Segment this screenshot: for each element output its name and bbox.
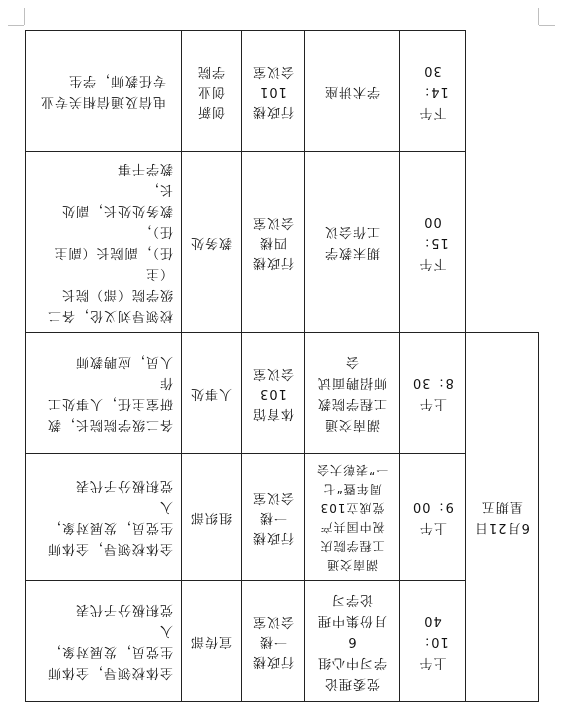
- attendees-cell: 电信及通信相关专业 专任教师，学生: [26, 31, 182, 152]
- venue-cell: 行政楼 101 会议室: [242, 31, 305, 152]
- department-cell: 宣传部: [182, 581, 242, 702]
- table-row: [26, 454, 539, 581]
- crop-mark: [8, 25, 24, 26]
- date-cell: [466, 31, 539, 333]
- department-cell: 教务处: [182, 152, 242, 333]
- department-cell: 人事处: [182, 333, 242, 454]
- venue-cell: 行政楼 一楼 会议室: [242, 581, 305, 702]
- crop-mark: [538, 8, 539, 25]
- table-row: [26, 581, 539, 702]
- content-cell: 湖南交通 工程学院庆 祝中国共产 党成立103 周年暨“七 一”表彰大会: [305, 454, 400, 581]
- crop-mark: [539, 25, 555, 26]
- table-row: [26, 31, 539, 152]
- attendees-cell: 全体校领导，全体师 生党员，发展对象，入 党积极分子代表: [26, 454, 182, 581]
- time-cell: 上午 9：00: [400, 454, 466, 581]
- attendees-cell: 全体校领导，全体师 生党员，发展对象，入 党积极分子代表: [26, 581, 182, 702]
- schedule-table: [25, 30, 539, 702]
- table-row: [26, 333, 539, 454]
- venue-cell: 行政楼 四楼 会议室: [242, 152, 305, 333]
- content-cell: 学术讲座: [305, 31, 400, 152]
- venue-cell: 体育馆 103 会议室: [242, 333, 305, 454]
- table-row: [26, 152, 539, 333]
- content-cell: 湖南交通 工程学院教 师招聘面试 会: [305, 333, 400, 454]
- time-cell: 上午 8：30: [400, 333, 466, 454]
- time-cell: 上午 10：40: [400, 581, 466, 702]
- department-cell: 组织部: [182, 454, 242, 581]
- venue-cell: 行政楼 一楼 会议室: [242, 454, 305, 581]
- content-cell: 期末教学 工作会议: [305, 152, 400, 333]
- attendees-cell: 校领导刘义伦，各二 级学院（部）院长（主 任），副院长（副主任）， 教务处处长，副处长， 教学干事: [26, 152, 182, 333]
- department-cell: 创新 创业 学院: [182, 31, 242, 152]
- content-cell: 党委理论 学习中心组6 月份集中理 论学习: [305, 581, 400, 702]
- attendees-cell: 各二级学院院长，教 研室主任，人事处工作 人员，应聘教师: [26, 333, 182, 454]
- time-cell: 下午 15：00: [400, 152, 466, 333]
- date-cell: 6月21日 星期五: [466, 333, 539, 702]
- time-cell: 下午 14：30: [400, 31, 466, 152]
- crop-mark: [24, 8, 25, 25]
